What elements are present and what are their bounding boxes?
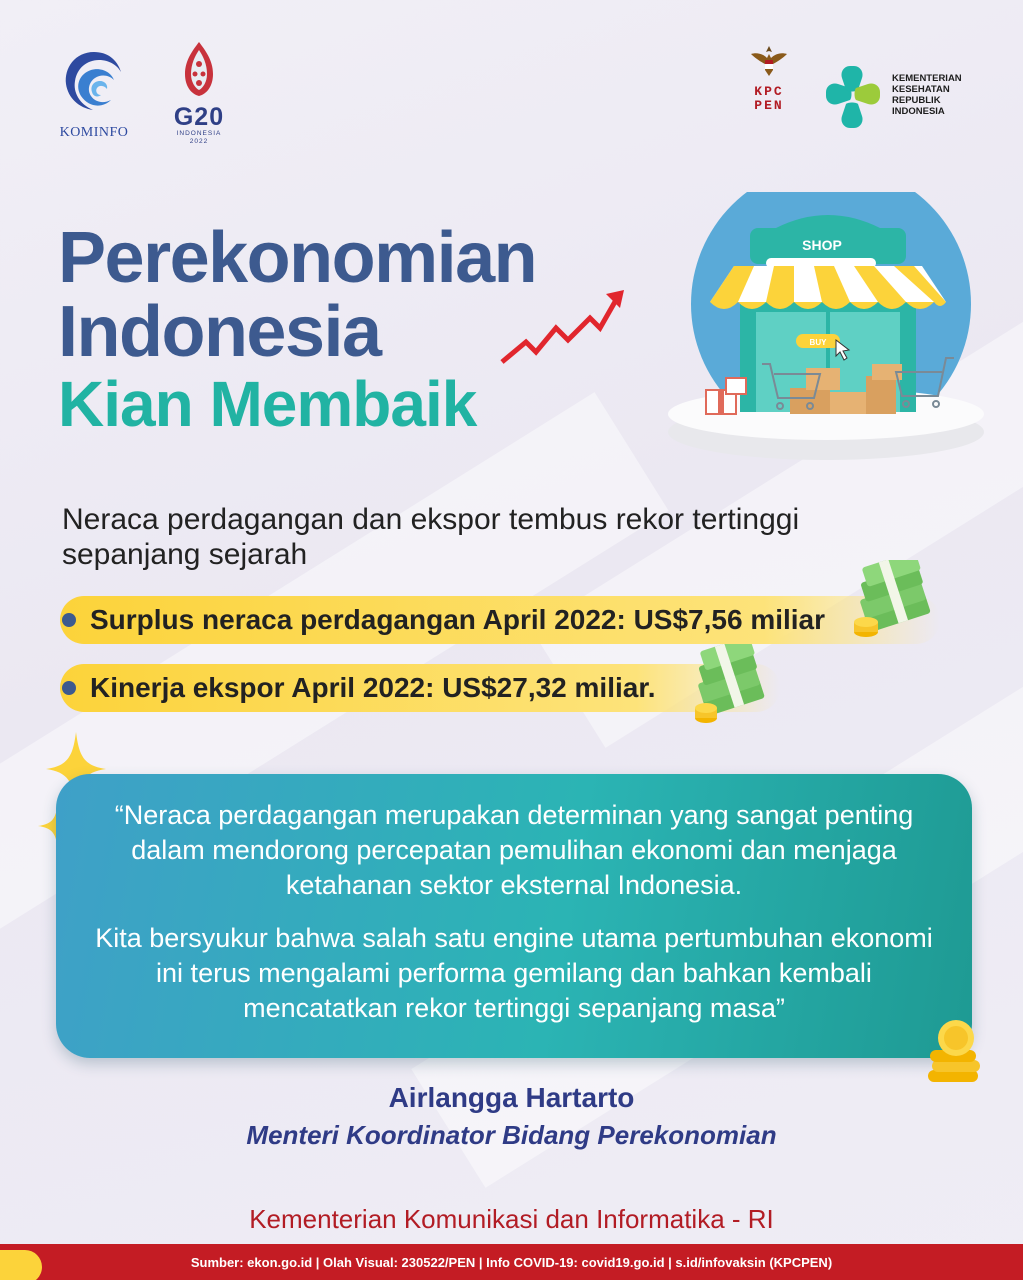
kemenkes-line: KEMENTERIAN [892, 73, 962, 84]
kemenkes-line: INDONESIA [892, 105, 945, 117]
bullet-dot-icon [62, 613, 76, 627]
headline [58, 218, 537, 440]
shop-illustration [666, 192, 996, 464]
quote-paragraph: “Neraca perdagangan merupakan determinan yang sangat penting dalam mendorong percepatan pemulihan ekonomi dan menjaga ketahanan sektor eksternal Indonesia. [114, 800, 914, 901]
kpcpen-line1: KPC [754, 84, 784, 99]
author-role: Menteri Koordinator Bidang Perekonomian [246, 1120, 777, 1150]
g20-gunungan-icon [179, 40, 219, 98]
highlight-text: Kinerja ekspor April 2022: US$27,32 miliar. [90, 672, 656, 703]
kemenkes-line: REPUBLIK [892, 94, 941, 106]
garuda-icon [749, 40, 789, 80]
money-stack-icon [848, 560, 938, 646]
kemenkes-label [892, 74, 962, 118]
headline-line-2: Indonesia [58, 292, 381, 372]
kemenkes-emblem-icon [818, 62, 888, 132]
kpcpen-line2: PEN [754, 97, 784, 113]
g20-sub-year: 2022 [189, 137, 209, 145]
footer-bar [0, 1244, 1023, 1280]
ministry-label: Kementerian Komunikasi dan Informatika - RI [249, 1204, 774, 1234]
g20-sub-country: INDONESIA [176, 130, 222, 137]
footer-source-text: Sumber: ekon.go.id | Olah Visual: 230522/PEN | Info COVID-19: covid19.go.id | s.id/infovaksin (KPCPEN) [190, 1254, 833, 1270]
shop-awning [710, 266, 946, 309]
highlight-bar [60, 596, 940, 644]
headline-line-3: Kian Membaik [58, 368, 477, 440]
kpcpen-logo [744, 40, 794, 112]
author-name: Airlangga Hartarto [388, 1082, 635, 1113]
kominfo-logo [52, 48, 136, 141]
kominfo-label: KOMINFO [59, 125, 129, 140]
kemenkes-logo [818, 66, 998, 136]
shop-buy-text: BUY [809, 338, 827, 347]
g20-label: G20 [173, 103, 225, 131]
trend-up-arrow-icon [498, 288, 628, 368]
quote-paragraph: Kita bersyukur bahwa salah satu engine utama pertumbuhan ekonomi ini terus mengalami performa gemilang dan bahkan kembali mencatatkan rekor tertinggi sepanjang masa” [95, 923, 933, 1024]
shop-sign-text: SHOP [802, 237, 842, 253]
footer-pill-decoration [0, 1250, 42, 1280]
kemenkes-line: KESEHATAN [892, 83, 950, 95]
subtitle: Neraca perdagangan dan ekspor tembus rekor tertinggi sepanjang sejarah [62, 503, 800, 572]
g20-logo [166, 40, 232, 146]
money-stack-icon [688, 644, 772, 730]
quote-card [56, 774, 972, 1058]
highlight-text: Surplus neraca perdagangan April 2022: US$7,56 miliar [90, 604, 826, 635]
coin-stack-icon [924, 1018, 984, 1088]
bullet-dot-icon [62, 681, 76, 695]
kominfo-emblem-icon [59, 48, 129, 118]
highlight-bar [60, 664, 780, 712]
headline-line-1: Perekonomian [58, 218, 537, 298]
